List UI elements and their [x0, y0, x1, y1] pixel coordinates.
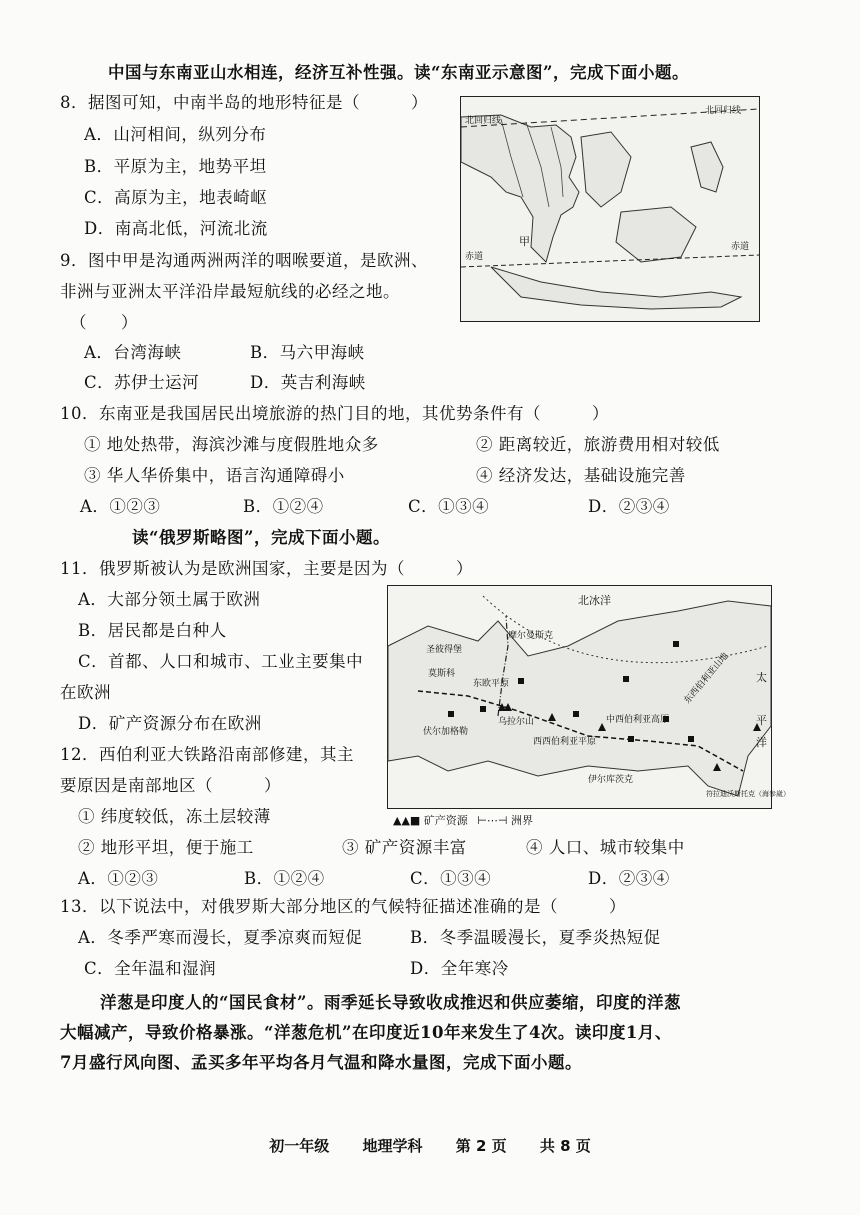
map2-label-murmansk: 摩尔曼斯克	[508, 631, 554, 641]
map1-label-equator-right: 赤道	[731, 242, 750, 252]
q9-option-a: A．台湾海峡	[84, 343, 182, 362]
intro-southeast-asia: 中国与东南亚山水相连，经济互补性强。读“东南亚示意图”，完成下面小题。	[108, 63, 689, 82]
q9-stem-line2: 非洲与亚洲太平洋沿岸最短航线的必经之地。	[60, 282, 400, 301]
q11-stem: 11．俄罗斯被认为是欧洲国家，主要是因为（ ）	[60, 559, 473, 578]
mineral-legend-icon: ▲▲■	[393, 814, 424, 827]
map2-label-east-siberian-mountains: 东西伯利亚山地	[682, 651, 731, 706]
q11-option-c: C．首都、人口和城市、工业主要集中	[78, 652, 364, 671]
onion-para-line1: 洋葱是印度人的“国民食材”。雨季延长导致收成推迟和供应萎缩，印度的洋葱	[100, 993, 681, 1012]
russia-map	[387, 585, 790, 809]
map2-label-west-siberian-plain: 西西伯利亚平原	[533, 737, 597, 747]
q9-stem-line1: 9．图中甲是沟通两洲两洋的咽喉要道，是欧洲、	[60, 251, 428, 270]
map2-label-central-siberian-plateau: 中西伯利亚高原	[606, 715, 670, 725]
q8-option-b: B．平原为主，地势平坦	[84, 157, 267, 176]
q8-option-a: A．山河相间，纵列分布	[84, 125, 267, 144]
onion-para-line2: 大幅减产，导致价格暴涨。“洋葱危机”在印度近10年来发生了4次。读印度1月、	[60, 1023, 672, 1042]
map2-label-pacific-2: 平	[756, 714, 767, 727]
map2-label-vladivostok: 符拉迪沃斯托克（海参崴）	[706, 790, 790, 798]
q11-option-d: D．矿产资源分布在欧洲	[78, 714, 262, 733]
q13-option-d: D．全年寒冷	[410, 959, 509, 978]
q8-option-d: D．南高北低，河流北流	[84, 219, 268, 238]
map2-label-pacific-1: 太	[756, 671, 767, 684]
q12-option-b: B．①②④	[244, 869, 325, 888]
footer-grade: 初一年级	[269, 1137, 330, 1155]
q10-item-1: ① 地处热带，海滨沙滩与度假胜地众多	[84, 435, 379, 454]
q10-item-2: ② 距离较近，旅游费用相对较低	[476, 435, 720, 454]
map2-label-moscow: 莫斯科	[428, 669, 456, 679]
map1-label-tropic-left: 北回归线	[465, 116, 502, 126]
map2-label-irkutsk: 伊尔库茨克	[588, 775, 634, 785]
border-legend-icon: ⊢⋯⊣	[477, 814, 511, 827]
q12-item-1: ① 纬度较低，冻土层较薄	[78, 807, 271, 826]
q12-item-4: ④ 人口、城市较集中	[526, 838, 685, 857]
map2-label-stpetersburg: 圣彼得堡	[426, 645, 463, 655]
q11-option-b: B．居民都是白种人	[78, 621, 227, 640]
footer-page: 第 2 页	[455, 1137, 507, 1155]
map2-label-arctic: 北冰洋	[578, 594, 611, 607]
q9-option-b: B．马六甲海峡	[250, 343, 365, 362]
q12-stem-line1: 12．西伯利亚大铁路沿南部修建，其主	[60, 745, 354, 764]
q8-option-c: C．高原为主，地表崎岖	[84, 188, 268, 207]
legend-border-label: 洲界	[510, 814, 533, 827]
q10-option-c: C．①③④	[408, 497, 490, 516]
map1-label-equator-left: 赤道	[465, 252, 484, 262]
q12-option-a: A．①②③	[78, 869, 159, 888]
q9-option-d: D．英吉利海峡	[250, 373, 366, 392]
intro-russia: 读“俄罗斯略图”，完成下面小题。	[132, 528, 390, 547]
q12-item-3: ③ 矿产资源丰富	[342, 838, 467, 857]
legend-mineral-label: 矿产资源	[423, 814, 468, 827]
q9-answer-paren: （ ）	[70, 313, 138, 332]
footer-subject: 地理学科	[362, 1137, 423, 1155]
q12-option-c: C．①③④	[410, 869, 492, 888]
q10-stem: 10．东南亚是我国居民出境旅游的热门目的地，其优势条件有（ ）	[60, 404, 609, 423]
map2-label-ural: 乌拉尔山	[498, 717, 535, 727]
q12-option-d: D．②③④	[588, 869, 670, 888]
q13-option-a: A．冬季严寒而漫长，夏季凉爽而短促	[78, 928, 363, 947]
map2-label-pacific-3: 洋	[756, 736, 767, 749]
q10-item-4: ④ 经济发达，基础设施完善	[476, 466, 686, 485]
map2-label-east-european-plain: 东欧平原	[473, 679, 510, 689]
southeast-asia-map	[460, 96, 760, 322]
q12-stem-line2: 要原因是南部地区（ ）	[60, 776, 281, 795]
q10-option-b: B．①②④	[243, 497, 324, 516]
q13-option-b: B．冬季温暖漫长，夏季炎热短促	[410, 928, 661, 947]
onion-para-line3: 7月盛行风向图、孟买多年平均各月气温和降水量图，完成下面小题。	[60, 1053, 582, 1072]
page-footer	[0, 1135, 860, 1156]
q10-item-3: ③ 华人华侨集中，语言沟通障碍小	[84, 466, 345, 485]
q8-stem: 8．据图可知，中南半岛的地形特征是（ ）	[60, 93, 428, 112]
russia-map-legend	[393, 812, 533, 828]
map1-label-jia: 甲	[519, 235, 530, 248]
map2-label-volgograd: 伏尔加格勒	[423, 727, 469, 737]
footer-total: 共 8 页	[539, 1137, 591, 1155]
q11-option-a: A．大部分领土属于欧洲	[78, 590, 261, 609]
q9-option-c: C．苏伊士运河	[84, 373, 200, 392]
map1-label-tropic-right: 北回归线	[705, 106, 742, 116]
russia-map-svg	[388, 586, 790, 808]
q13-option-c: C．全年温和湿润	[84, 959, 217, 978]
q10-option-a: A．①②③	[80, 497, 161, 516]
q13-stem: 13．以下说法中，对俄罗斯大部分地区的气候特征描述准确的是（ ）	[60, 897, 626, 916]
q12-item-2: ② 地形平坦，便于施工	[78, 838, 254, 857]
q11-option-c-cont: 在欧洲	[60, 683, 111, 702]
q10-option-d: D．②③④	[588, 497, 670, 516]
southeast-asia-map-svg	[461, 97, 759, 321]
